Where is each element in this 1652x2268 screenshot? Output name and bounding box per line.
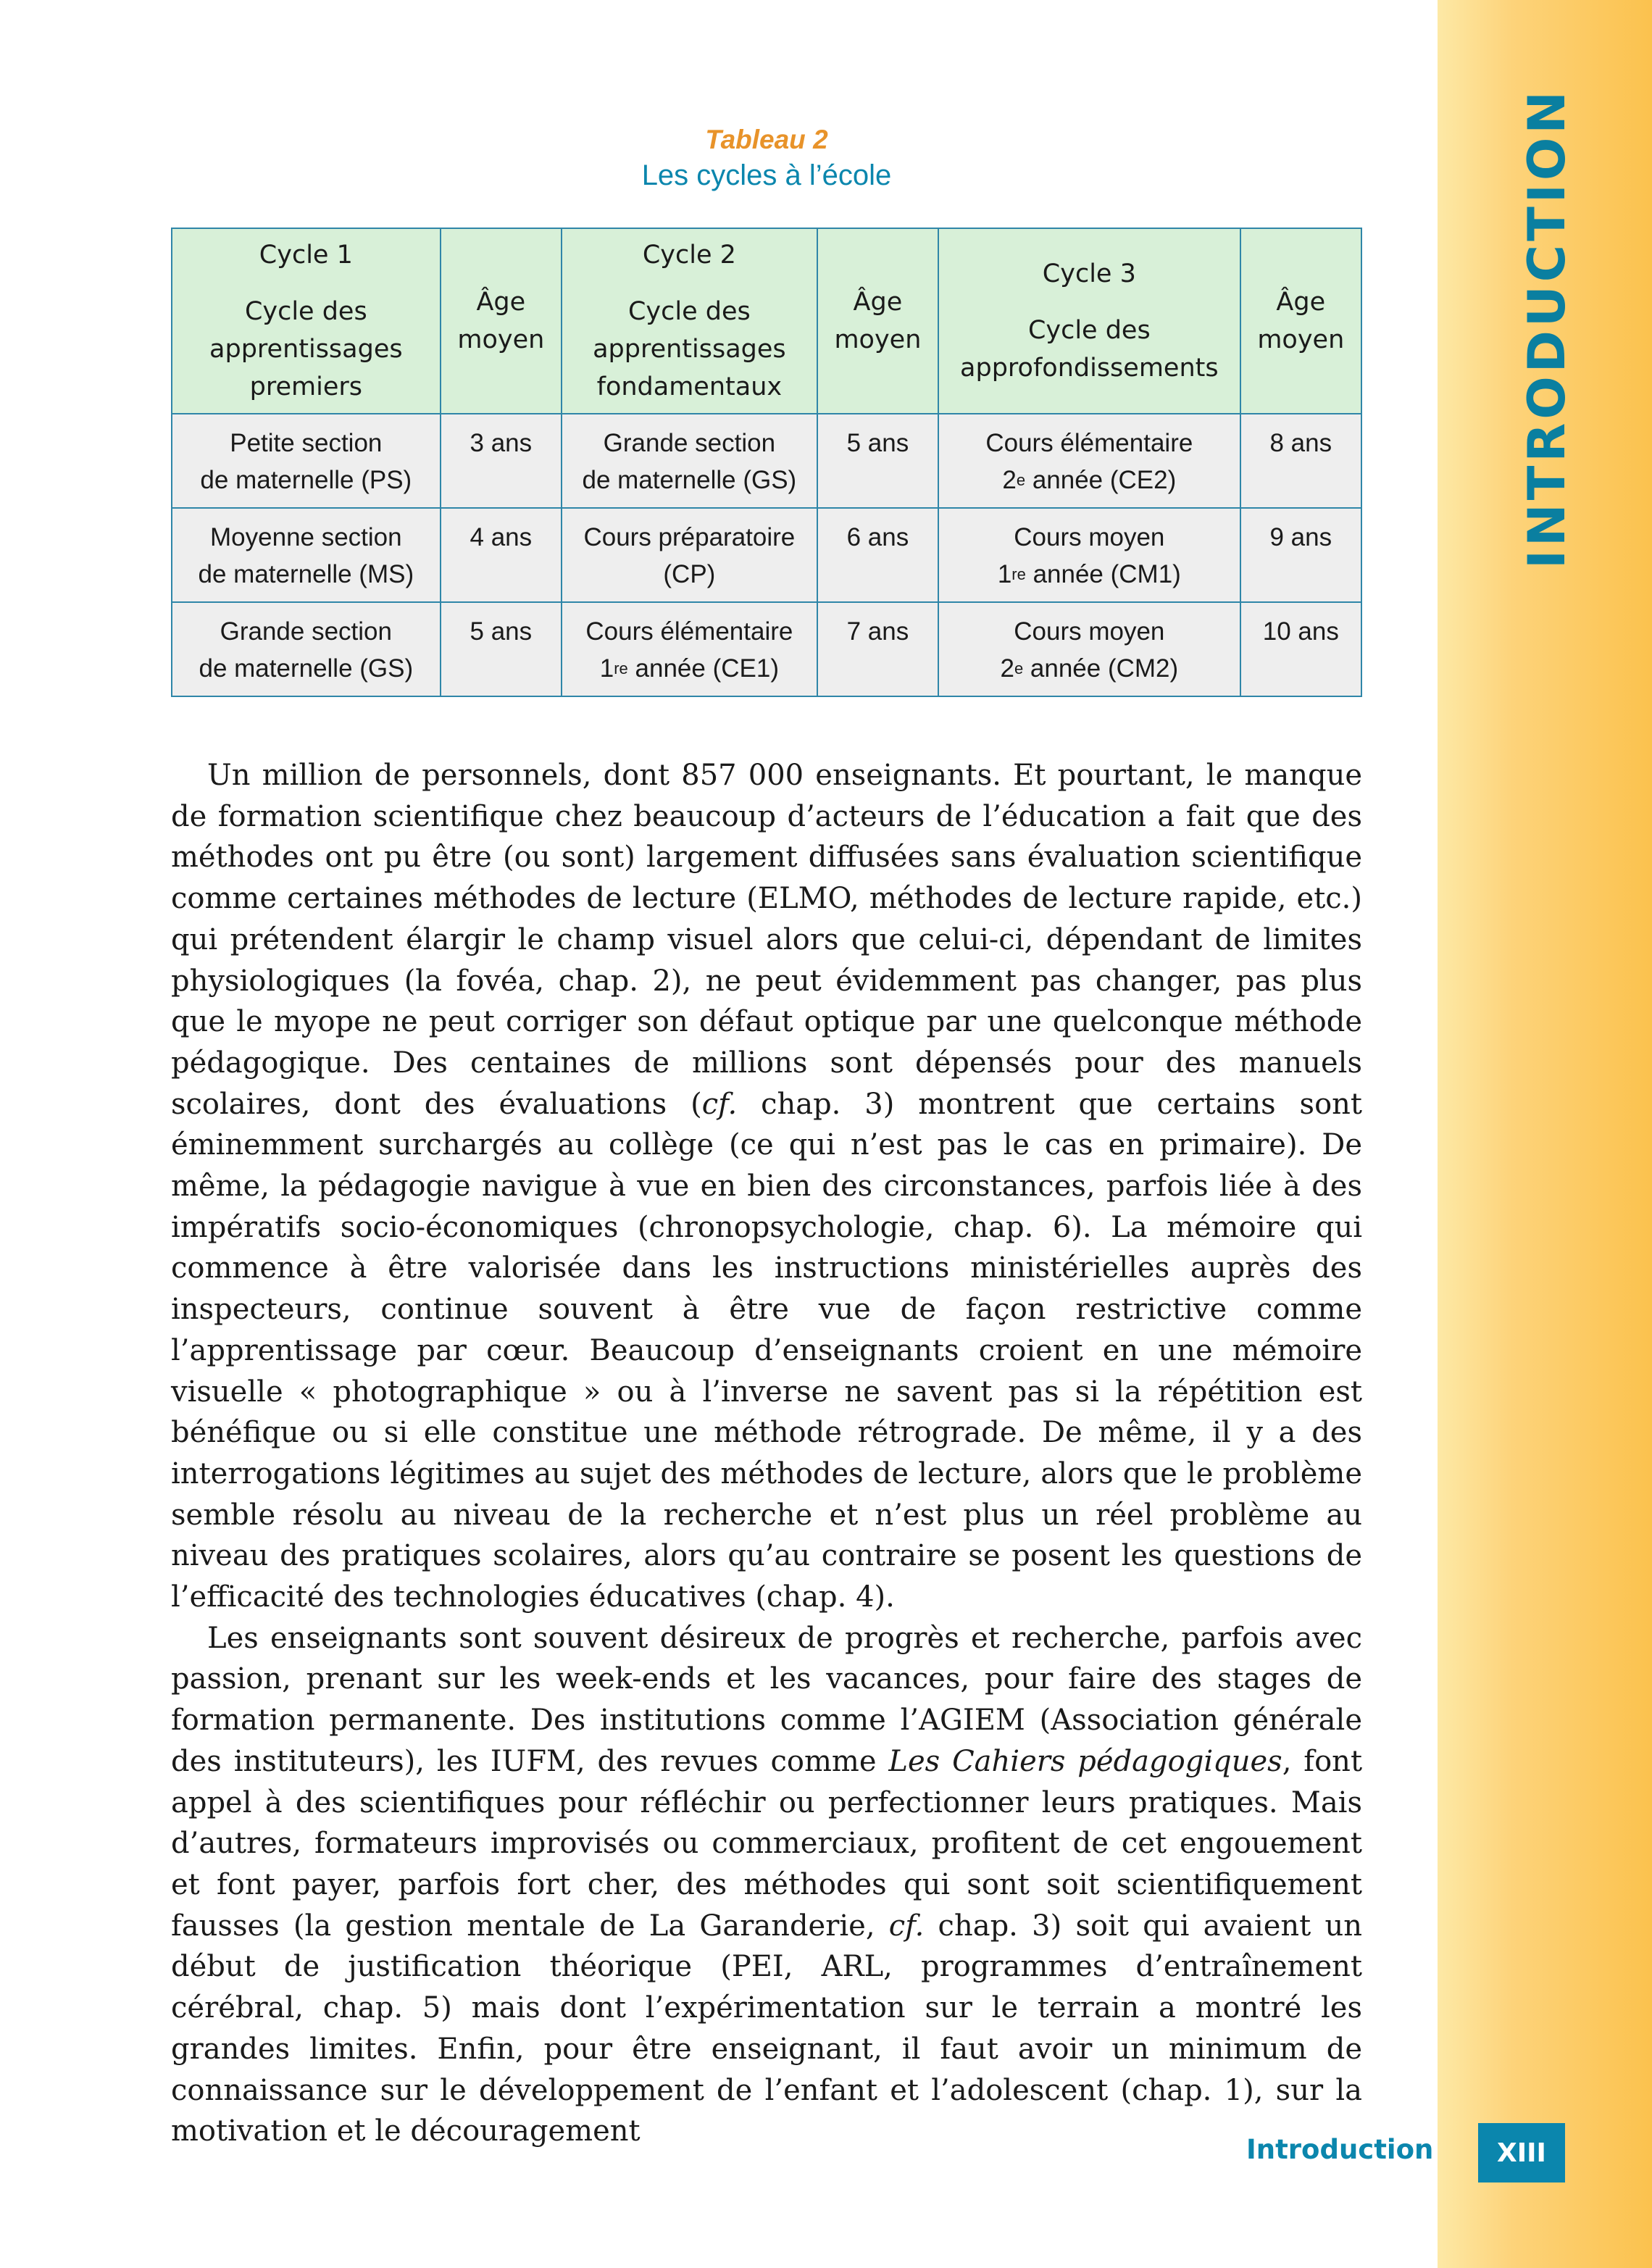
paragraph-2: Les enseignants sont souvent désireux de progrès et recherche, parfois avec passion, prenant sur les week-ends et les vacances, pour faire des stages de formation permanente. Des institutions comme l’AGIEM (Association générale des instituteurs), les IUFM, des revues comme Les Cahiers pédagogiques, font appel à des scientifiques pour réfléchir ou perfectionner leurs pratiques. Mais d’autres, formateurs improvisés ou commerciaux, profitent de cet engouement et font payer, parfois fort cher, des méthodes qui sont soit scientifiquement fausses (la gestion mentale de La Garanderie, cf. chap. 3) soit qui avaient un début de justification théorique (PEI, ARL, programmes d’entraînement cérébral, chap. 5) mais dont l’expérimentation sur le terrain a montré les grandes limites. Enfin, pour être enseignant, il faut avoir un minimum de connaissance sur le développement de l’enfant et l’adolescent (chap. 1), sur la motivation et le découragement [171,1621,1363,2148]
page-number: XIII [1478,2123,1565,2182]
table-cell: 5 ans [441,602,562,696]
table-cell: Cours élémentaire 1re année (CE1) [562,602,817,696]
table-cell: 10 ans [1240,602,1361,696]
header-age-3: Âge moyen [1240,228,1361,414]
header-age-2: Âge moyen [817,228,938,414]
table-row [172,508,1361,602]
table-row [172,602,1361,696]
header-age-1: Âge moyen [441,228,562,414]
table-cell: Moyenne section de maternelle (MS) [172,508,441,602]
table-cell: Cours élémentaire 2e année (CE2) [938,414,1240,508]
header-cycle-3: Cycle 3 Cycle des approfondissements [938,228,1240,414]
table-cell: Petite section de maternelle (PS) [172,414,441,508]
table-cell: 7 ans [817,602,938,696]
side-heading-text: INTRODUCTION [1517,87,1577,569]
table-cell: Grande section de maternelle (GS) [172,602,441,696]
table-cell: Cours moyen 2e année (CM2) [938,602,1240,696]
table-row [172,414,1361,508]
table-header-row [172,228,1361,414]
header-cycle-1: Cycle 1 Cycle des apprentissages premiers [172,228,441,414]
table-caption-number: Tableau 2 [705,125,828,154]
table-cell: Cours moyen 1re année (CM1) [938,508,1240,602]
table-cell: 5 ans [817,414,938,508]
body-text [171,755,1362,2152]
table-cell: 3 ans [441,414,562,508]
header-cycle-2: Cycle 2 Cycle des apprentissages fondamentaux [562,228,817,414]
table-caption-title: Les cycles à l’école [641,159,892,191]
footer-section-label: Introduction [1246,2134,1434,2165]
table-cell: 9 ans [1240,508,1361,602]
table-cell: 8 ans [1240,414,1361,508]
table-cell: 4 ans [441,508,562,602]
cycles-table [171,228,1362,697]
table-cell: Grande section de maternelle (GS) [562,414,817,508]
table-cell: 6 ans [817,508,938,602]
paragraph-1: Un million de personnels, dont 857 000 enseignants. Et pourtant, le manque de formation scientifique chez beaucoup d’acteurs de l’éducation a fait que des méthodes ont pu être (ou sont) largement diffusées sans évaluation scientifique comme certaines méthodes de lecture (ELMO, méthodes de lecture rapide, etc.) qui prétendent élargir le champ visuel alors que celui-ci, dépendant de limites physiologiques (la fovéa, chap. 2), ne peut évidemment pas changer, pas plus que le myope ne peut corriger son défaut optique par une quelconque méthode pédagogique. Des centaines de millions sont dépensés pour des manuels scolaires, dont des évaluations (cf. chap. 3) montrent que certains sont éminemment surchargés au collège (ce qui n’est pas le cas en primaire). De même, la pédagogie navigue à vue en bien des circonstances, parfois liée à des impératifs socio-économiques (chronopsychologie, chap. 6). La mémoire qui commence à être valorisée dans les instructions ministérielles auprès des inspecteurs, continue souvent à être vue de façon restrictive comme l’apprentissage par cœur. Beaucoup d’enseignants croient en une mémoire visuelle « photographique » ou à l’inverse ne savent pas si la répétition est bénéfique ou si elle constitue une méthode rétrograde. De même, il y a des interrogations légitimes au sujet des méthodes de lecture, alors que le problème semble résolu au niveau de la recherche et n’est plus un réel problème au niveau des pratiques scolaires, alors qu’au contraire se posent les questions de l’efficacité des technologies éducatives (chap. 4). [171,759,1362,1614]
side-heading [1493,87,1601,569]
table-cell: Cours préparatoire (CP) [562,508,817,602]
